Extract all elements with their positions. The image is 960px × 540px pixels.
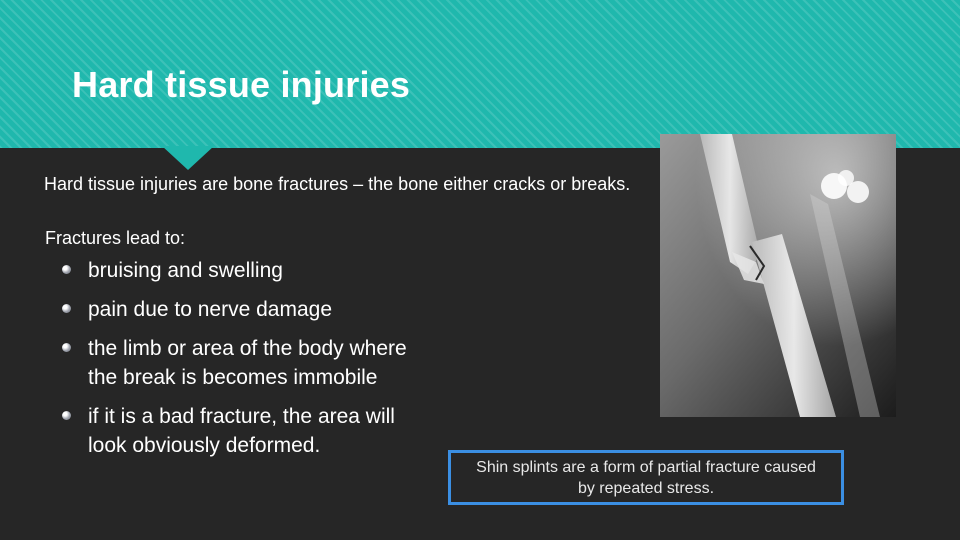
bullet-text: the limb or area of the body where the break is becomes immobile (88, 337, 407, 389)
bullet-icon (62, 343, 71, 352)
bullet-text: pain due to nerve damage (88, 298, 333, 321)
lead-text: Fractures lead to: (45, 228, 186, 248)
slide-title: Hard tissue injuries (72, 64, 411, 105)
intro-text: Hard tissue injuries are bone fractures – the bone either cracks or breaks. (44, 174, 631, 194)
bullet-icon (62, 411, 71, 420)
xray-image (660, 134, 896, 417)
bullet-list (60, 256, 420, 470)
bullet-icon (62, 265, 71, 274)
bullet-item (60, 402, 420, 460)
bullet-item (60, 295, 420, 324)
banner-notch (162, 146, 214, 170)
bullet-text: bruising and swelling (88, 259, 283, 282)
caption-text: Shin splints are a form of partial fracture caused by repeated stress. (476, 458, 816, 497)
caption-box (448, 450, 844, 505)
bullet-icon (62, 304, 71, 313)
bullet-item (60, 334, 420, 392)
bullet-item (60, 256, 420, 285)
bullet-text: if it is a bad fracture, the area will look obviously deformed. (88, 405, 395, 457)
